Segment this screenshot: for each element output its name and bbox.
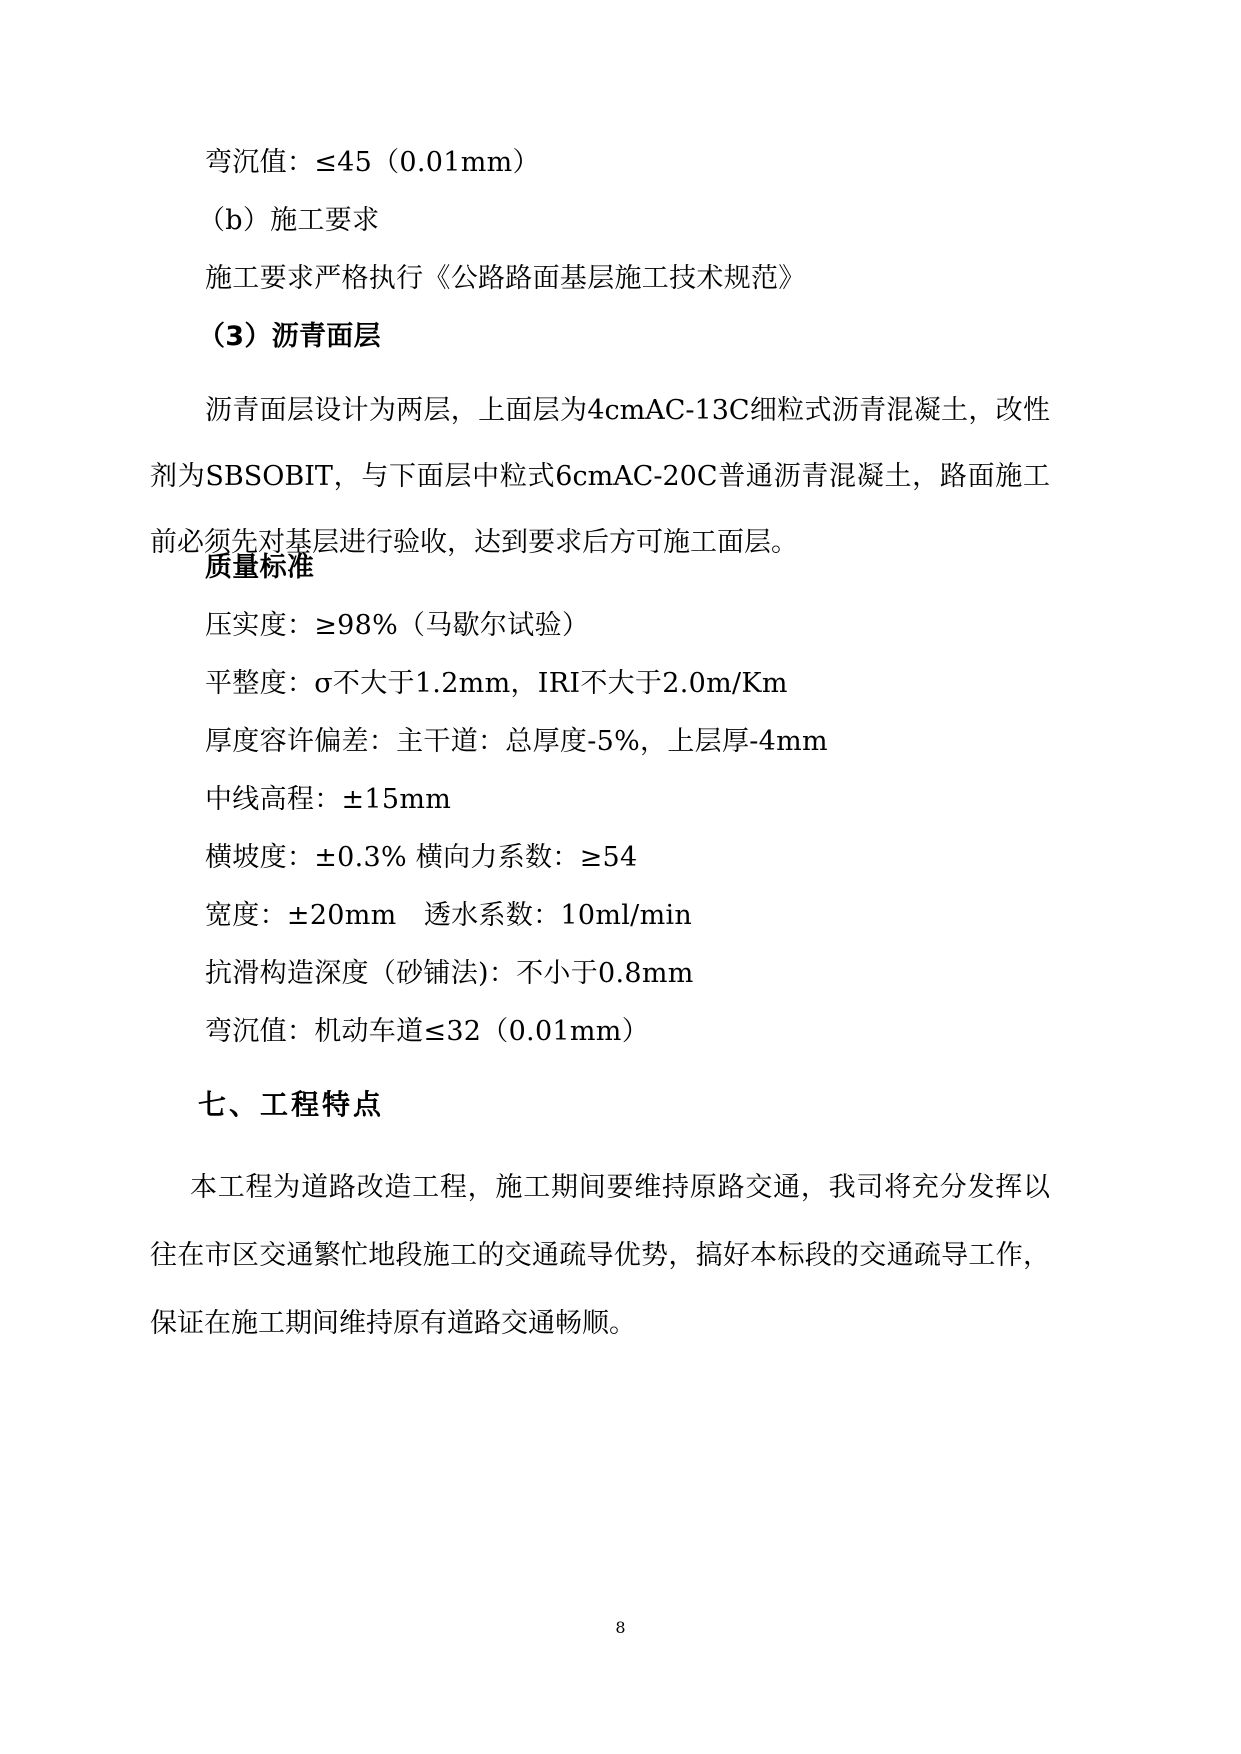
centerline-elevation-line: 中线高程：±15mm [205,784,452,815]
flatness-line: 平整度：σ不大于1.2mm，IRI不大于2.0m/Km [205,668,788,699]
section-seven-heading: 七、工程特点 [198,1088,385,1121]
deflection-value-line: 弯沉值：≤45（0.01mm） [205,147,540,178]
deflection-motor-lane-line: 弯沉值：机动车道≤32（0.01mm） [205,1016,650,1047]
section-seven-paragraph: 本工程为道路改造工程，施工期间要维持原路交通，我司将充分发挥以往在市区交通繁忙地段施工的交通疏导优势，搞好本标段的交通疏导工作，保证在施工期间维持原有道路交通畅顺。 [150,1172,1050,1339]
cross-slope-line: 横坡度：±0.3% 横向力系数：≥54 [205,842,638,873]
quality-standard-heading: 质量标准 [205,552,315,583]
page-number: 8 [615,1618,626,1637]
construction-requirements-subheading: （b）施工要求 [198,205,380,236]
width-permeability-line: 宽度：±20mm 透水系数：10ml/min [205,900,693,931]
asphalt-surface-paragraph: 沥青面层设计为两层，上面层为4cmAC-13C细粒式沥青混凝土，改性剂为SBSOBIT，与下面层中粒式6cmAC-20C普通沥青混凝土，路面施工前必须先对基层进行验收，达到要求后方可施工面层。 [150,395,1050,558]
thickness-tolerance-line: 厚度容许偏差：主干道：总厚度-5%，上层厚-4mm [205,726,828,757]
asphalt-surface-heading: （3）沥青面层 [198,321,381,352]
construction-requirements-text: 施工要求严格执行《公路路面基层施工技术规范》 [205,263,806,294]
skid-texture-depth-line: 抗滑构造深度（砂铺法)：不小于0.8mm [205,958,694,989]
compaction-line: 压实度：≥98%（马歇尔试验） [205,610,590,641]
